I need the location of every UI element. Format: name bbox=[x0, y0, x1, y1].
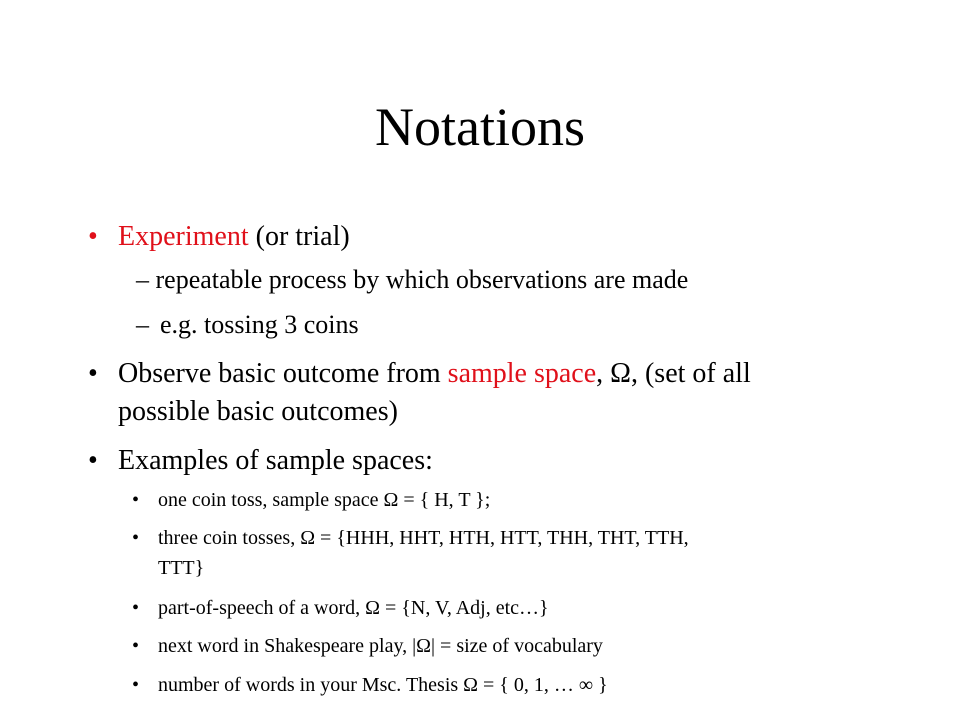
sub-bullet-example-text: e.g. tossing 3 coins bbox=[160, 310, 359, 339]
observe-after: , Ω, (set of all bbox=[596, 358, 751, 389]
slide-title: Notations bbox=[375, 97, 585, 157]
term-experiment: Experiment bbox=[118, 221, 249, 252]
bullet-marker: • bbox=[132, 527, 140, 549]
bullet-marker: • bbox=[88, 358, 98, 389]
term-sample-space: sample space bbox=[447, 358, 597, 389]
example-text: next word in Shakespeare play, |Ω| = size of vocabulary bbox=[158, 635, 603, 657]
bullet-examples-heading bbox=[88, 443, 433, 479]
sub-bullet-dash: – bbox=[136, 310, 149, 339]
bullet-marker: • bbox=[88, 221, 98, 252]
examples-heading-text: Examples of sample spaces: bbox=[118, 445, 433, 476]
bullet-marker: • bbox=[88, 445, 98, 476]
bullet-marker: • bbox=[132, 489, 140, 511]
example-item bbox=[132, 486, 491, 514]
example-text: one coin toss, sample space Ω = { H, T }; bbox=[158, 489, 491, 511]
observe-before: Observe basic outcome from bbox=[118, 358, 448, 389]
sub-bullet-repeatable: – repeatable process by which observations are made bbox=[136, 265, 689, 294]
bullet-observe bbox=[88, 356, 751, 392]
example-text: number of words in your Msc. Thesis Ω = { 0, 1, … ∞ } bbox=[158, 674, 608, 696]
example-text: three coin tosses, Ω = {HHH, HHT, HTH, HTT, THH, THT, TTH, bbox=[158, 527, 689, 549]
sub-bullet-example bbox=[136, 308, 359, 342]
bullet-experiment bbox=[88, 219, 350, 255]
experiment-rest: (or trial) bbox=[248, 221, 350, 252]
bullet-marker: • bbox=[132, 635, 140, 657]
example-text-line2: TTT} bbox=[158, 557, 205, 579]
bullet-marker: • bbox=[132, 674, 140, 696]
example-item bbox=[132, 594, 549, 622]
example-item bbox=[132, 524, 689, 552]
example-item bbox=[132, 671, 608, 699]
bullet-observe-line2: possible basic outcomes) bbox=[118, 396, 398, 427]
example-text: part-of-speech of a word, Ω = {N, V, Adj, etc…} bbox=[158, 597, 549, 619]
example-item bbox=[132, 632, 603, 660]
bullet-marker: • bbox=[132, 597, 140, 619]
